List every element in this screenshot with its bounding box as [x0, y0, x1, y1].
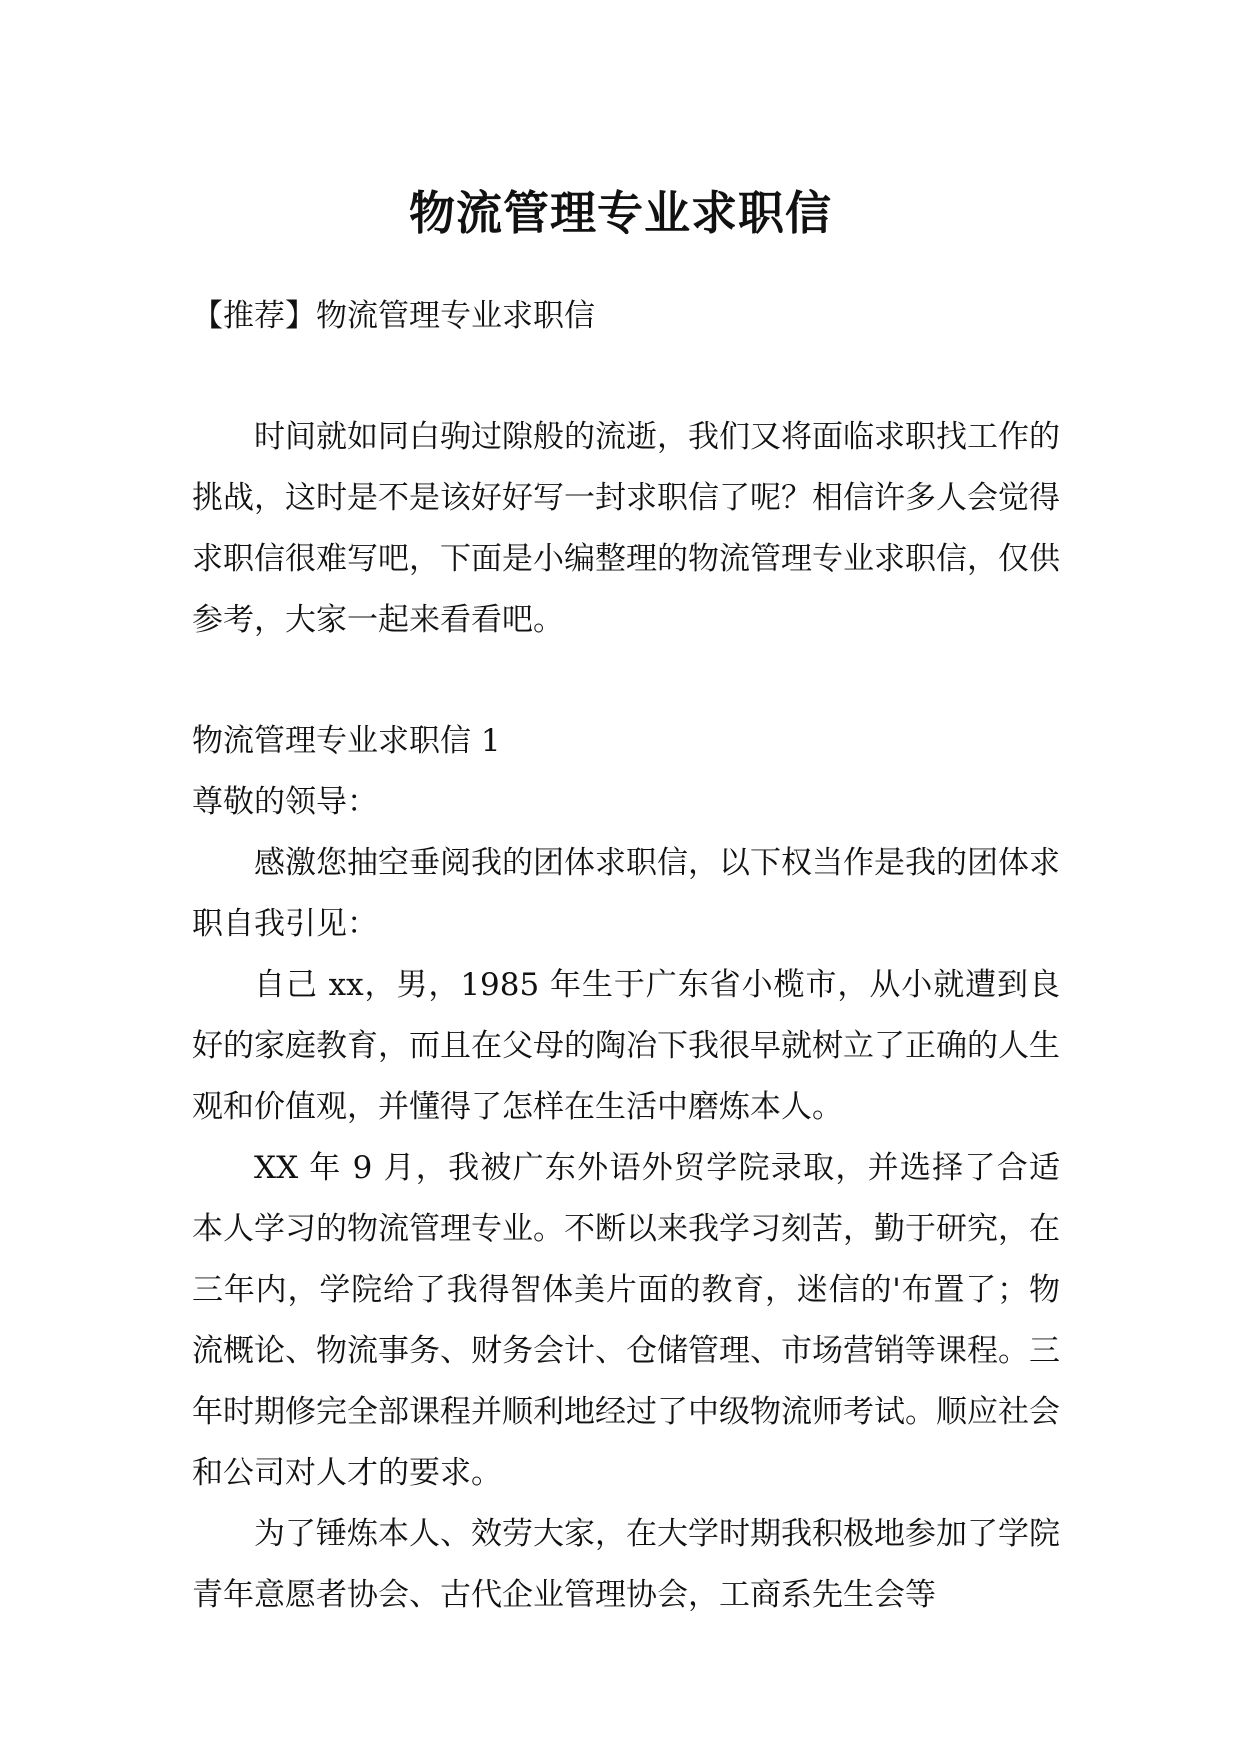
intro-paragraph: 时间就如同白驹过隙般的流逝，我们又将面临求职找工作的挑战，这时是不是该好好写一封求职信了呢？相信许多人会觉得求职信很难写吧，下面是小编整理的物流管理专业求职信，仅供参考，大家一起来看看吧。 [192, 419, 1060, 638]
paragraph-activities: 为了锤炼本人、效劳大家，在大学时期我积极地参加了学院青年意愿者协会、古代企业管理协会，工商系先生会等 [192, 1516, 1060, 1613]
recommend-line: 【推荐】物流管理专业求职信 [192, 298, 595, 334]
document-title: 物流管理专业求职信 [409, 185, 832, 240]
paragraph-self-introduction: 自己 xx，男，1985 年生于广东省小榄市，从小就遭到良好的家庭教育，而且在父母的陶冶下我很早就树立了正确的人生观和价值观，并懂得了怎样在生活中磨炼本人。 [192, 967, 1060, 1125]
paragraph-gratitude: 感激您抽空垂阅我的团体求职信，以下权当作是我的团体求职自我引见： [192, 845, 1060, 942]
salutation: 尊敬的领导： [192, 784, 378, 820]
document-body [192, 286, 1060, 1626]
paragraph-education: XX 年 9 月，我被广东外语外贸学院录取，并选择了合适本人学习的物流管理专业。不断以来我学习刻苦，勤于研究，在三年内，学院给了我得智体美片面的教育，迷信的'布置了；物流概论、物流事务、财务会计、仓储管理、市场营销等课程。三年时期修完全部课程并顺利地经过了中级物流师考试。顺应社会和公司对人才的要求。 [192, 1150, 1060, 1491]
letter-heading: 物流管理专业求职信 1 [192, 723, 501, 759]
